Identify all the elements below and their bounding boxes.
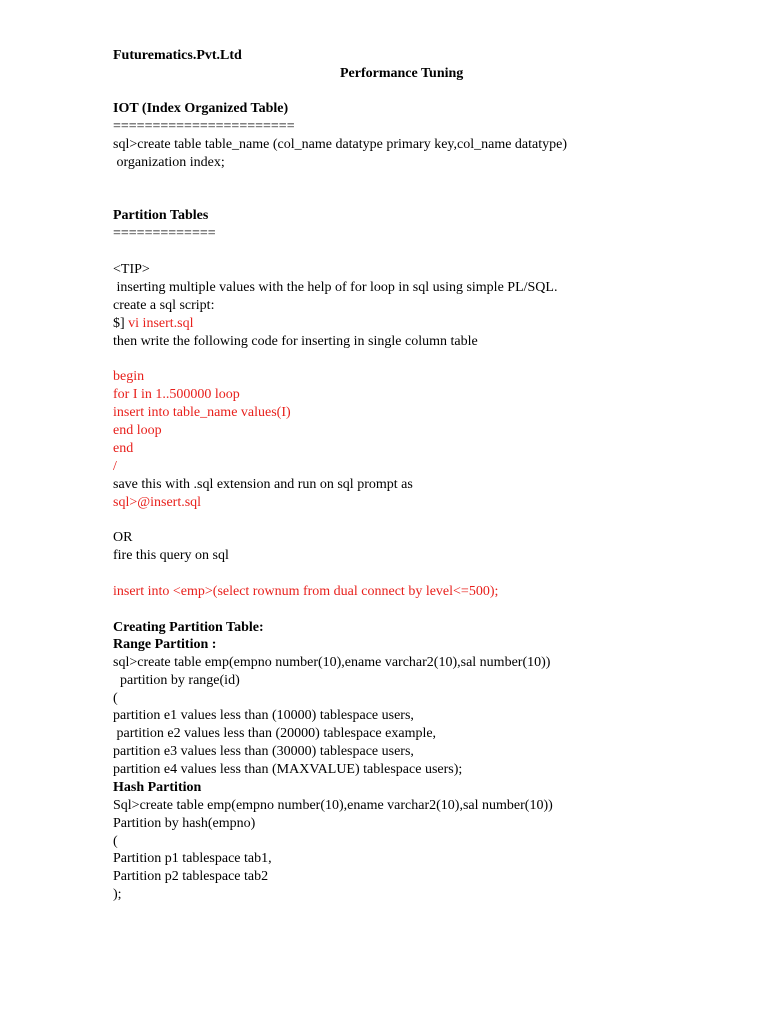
or-label: OR bbox=[113, 530, 133, 545]
creating-partition-heading: Creating Partition Table: bbox=[113, 620, 264, 635]
code-line: / bbox=[113, 459, 117, 474]
code-line: end bbox=[113, 441, 134, 456]
tip-line-2: create a sql script: bbox=[113, 298, 215, 313]
vi-command: vi insert.sql bbox=[128, 316, 194, 331]
hash-line: Partition p2 tablespace tab2 bbox=[113, 869, 269, 884]
shell-prompt: $] bbox=[113, 316, 129, 331]
script-command-line bbox=[113, 315, 194, 333]
hash-line: Sql>create table emp(empno number(10),ename varchar2(10),sal number(10)) bbox=[113, 798, 553, 813]
iot-line-2: organization index; bbox=[113, 155, 225, 170]
then-line: then write the following code for inserting in single column table bbox=[113, 334, 478, 349]
code-line: insert into table_name values(I) bbox=[113, 405, 291, 420]
code-line: end loop bbox=[113, 423, 162, 438]
range-line: partition e4 values less than (MAXVALUE) tablespace users); bbox=[113, 762, 463, 777]
iot-line-1: sql>create table table_name (col_name datatype primary key,col_name datatype) bbox=[113, 137, 568, 152]
hash-line: Partition p1 tablespace tab1, bbox=[113, 851, 272, 866]
range-line: partition by range(id) bbox=[113, 673, 240, 688]
iot-heading: IOT (Index Organized Table) bbox=[113, 101, 289, 116]
insert-query: insert into <emp>(select rownum from dual connect by level<=500); bbox=[113, 584, 499, 599]
iot-rule: ======================= bbox=[113, 119, 295, 134]
tip-line-1: inserting multiple values with the help of for loop in sql using simple PL/SQL. bbox=[113, 280, 558, 295]
range-line: partition e2 values less than (20000) tablespace example, bbox=[113, 726, 437, 741]
hash-line: ( bbox=[113, 834, 118, 849]
range-line: sql>create table emp(empno number(10),ename varchar2(10),sal number(10)) bbox=[113, 655, 551, 670]
range-line: partition e1 values less than (10000) tablespace users, bbox=[113, 708, 414, 723]
range-line: partition e3 values less than (30000) tablespace users, bbox=[113, 744, 414, 759]
hash-line: ); bbox=[113, 887, 122, 902]
partition-tables-rule: ============= bbox=[113, 226, 216, 241]
range-partition-heading: Range Partition : bbox=[113, 637, 217, 652]
code-line: begin bbox=[113, 369, 145, 384]
run-command: sql>@insert.sql bbox=[113, 495, 202, 510]
code-line: for I in 1..500000 loop bbox=[113, 387, 240, 402]
partition-tables-heading: Partition Tables bbox=[113, 208, 209, 223]
range-line: ( bbox=[113, 691, 118, 706]
document-title: Performance Tuning bbox=[340, 66, 464, 81]
hash-partition-heading: Hash Partition bbox=[113, 780, 202, 795]
fire-line: fire this query on sql bbox=[113, 548, 229, 563]
hash-line: Partition by hash(empno) bbox=[113, 816, 256, 831]
save-line: save this with .sql extension and run on sql prompt as bbox=[113, 477, 413, 492]
tip-label: <TIP> bbox=[113, 262, 150, 277]
company-name: Futurematics.Pvt.Ltd bbox=[113, 48, 242, 63]
